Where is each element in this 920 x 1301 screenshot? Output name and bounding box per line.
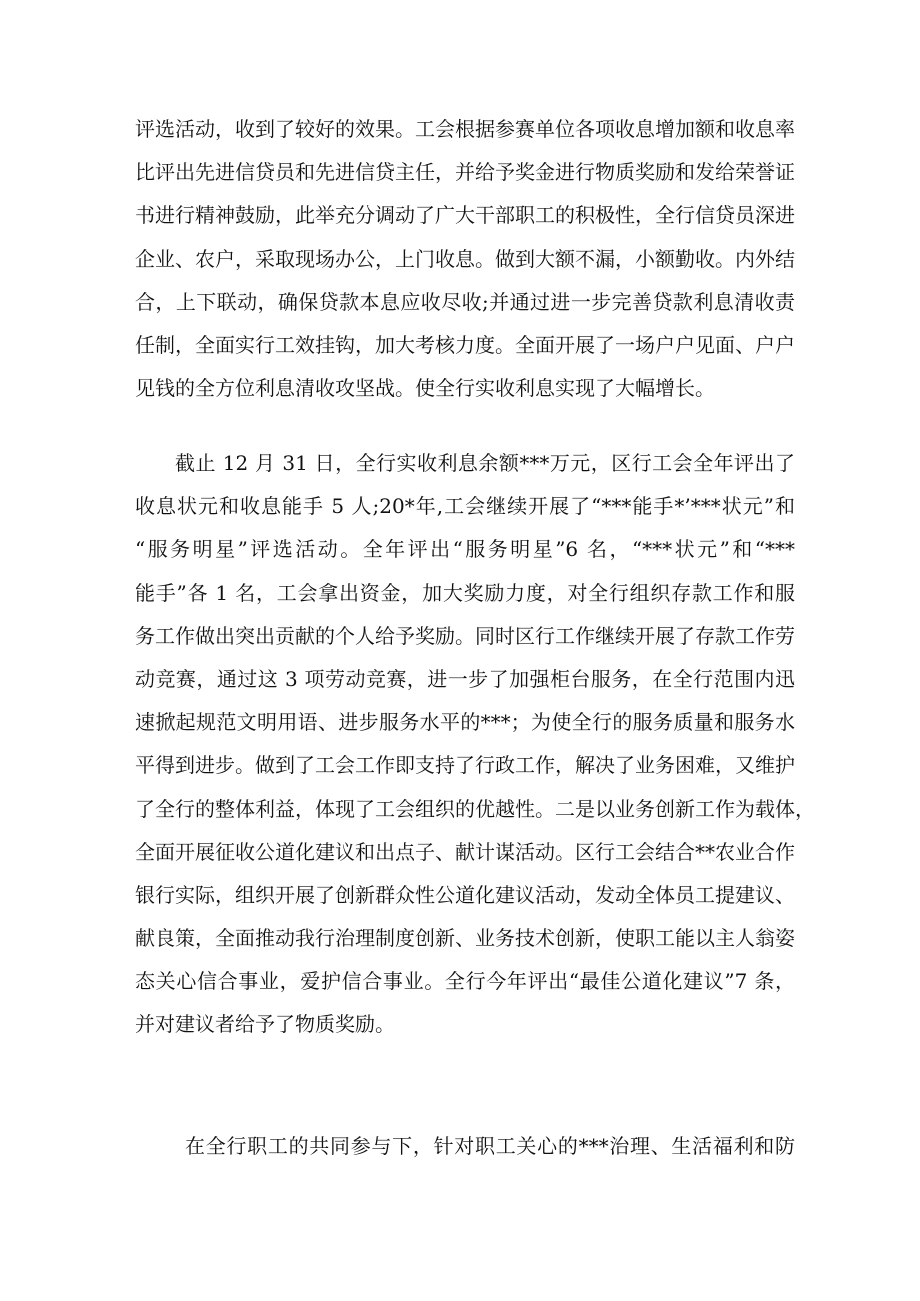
paragraph-line: 收息状元和收息能手 5 人;20*年,工会继续开展了“***能手*’***状元”和: [135, 494, 795, 519]
paragraph-line: 务工作做出突出贡献的个人给予奖励。同时区行工作继续开展了存款工作劳: [135, 623, 795, 648]
paragraph-line: 动竞赛，通过这 3 项劳动竞赛，进一步了加强柜台服务，在全行范围内迅: [135, 666, 795, 691]
paragraph-3: [135, 1125, 795, 1168]
paragraph-line: 了全行的整体利益，体现了工会组织的优越性。二是以业务创新工作为载体，: [135, 796, 815, 821]
paragraph-line: 在全行职工的共同参与下，针对职工关心的***治理、生活福利和防: [185, 1134, 795, 1158]
paragraph-line: 比评出先进信贷员和先进信贷主任，并给予奖金进行物质奖励和发给荣誉证: [135, 160, 795, 185]
paragraph-line: “服务明星”评选活动。全年评出“服务明星”6 名，“***状元”和“***: [135, 537, 795, 562]
paragraph-line: 能手”各 1 名，工会拿出资金，加大奖励力度，对全行组织存款工作和服: [135, 580, 795, 605]
paragraph-line: 评选活动，收到了较好的效果。工会根据参赛单位各项收息增加额和收息率: [135, 117, 795, 141]
paragraph-line: 全面开展征收公道化建议和出点子、献计谋活动。区行工会结合**农业合作: [135, 839, 795, 864]
paragraph-line: 截止 12 月 31 日，全行实收利息余额***万元，区行工会全年评出了: [175, 451, 795, 475]
paragraph-2: [135, 442, 815, 1047]
paragraph-line: 合，上下联动，确保贷款本息应收尽收;并通过进一步完善贷款利息清收责: [135, 289, 795, 314]
paragraph-1: [135, 108, 795, 410]
paragraph-line: 企业、农户，采取现场办公，上门收息。做到大额不漏，小额勤收。内外结: [135, 246, 795, 271]
paragraph-line: 献良策，全面推动我行治理制度创新、业务技术创新，使职工能以主人翁姿: [135, 926, 795, 951]
paragraph-line: 银行实际，组织开展了创新群众性公道化建议活动，发动全体员工提建议、: [135, 882, 795, 907]
paragraph-line: 速掀起规范文明用语、进步服务水平的***；为使全行的服务质量和服务水: [135, 710, 795, 735]
paragraph-line: 平得到进步。做到了工会工作即支持了行政工作，解决了业务困难，又维护: [135, 753, 795, 778]
paragraph-line: 并对建议者给予了物质奖励。: [135, 1012, 395, 1037]
paragraph-line: 任制，全面实行工效挂钩，加大考核力度。全面开展了一场户户见面、户户: [135, 332, 795, 357]
paragraph-line: 态关心信合事业，爱护信合事业。全行今年评出“最佳公道化建议”7 条，: [135, 969, 795, 994]
paragraph-line: 书进行精神鼓励，此举充分调动了广大干部职工的积极性，全行信贷员深进: [135, 203, 795, 228]
paragraph-line: 见钱的全方位利息清收攻坚战。使全行实收利息实现了大幅增长。: [135, 376, 715, 401]
